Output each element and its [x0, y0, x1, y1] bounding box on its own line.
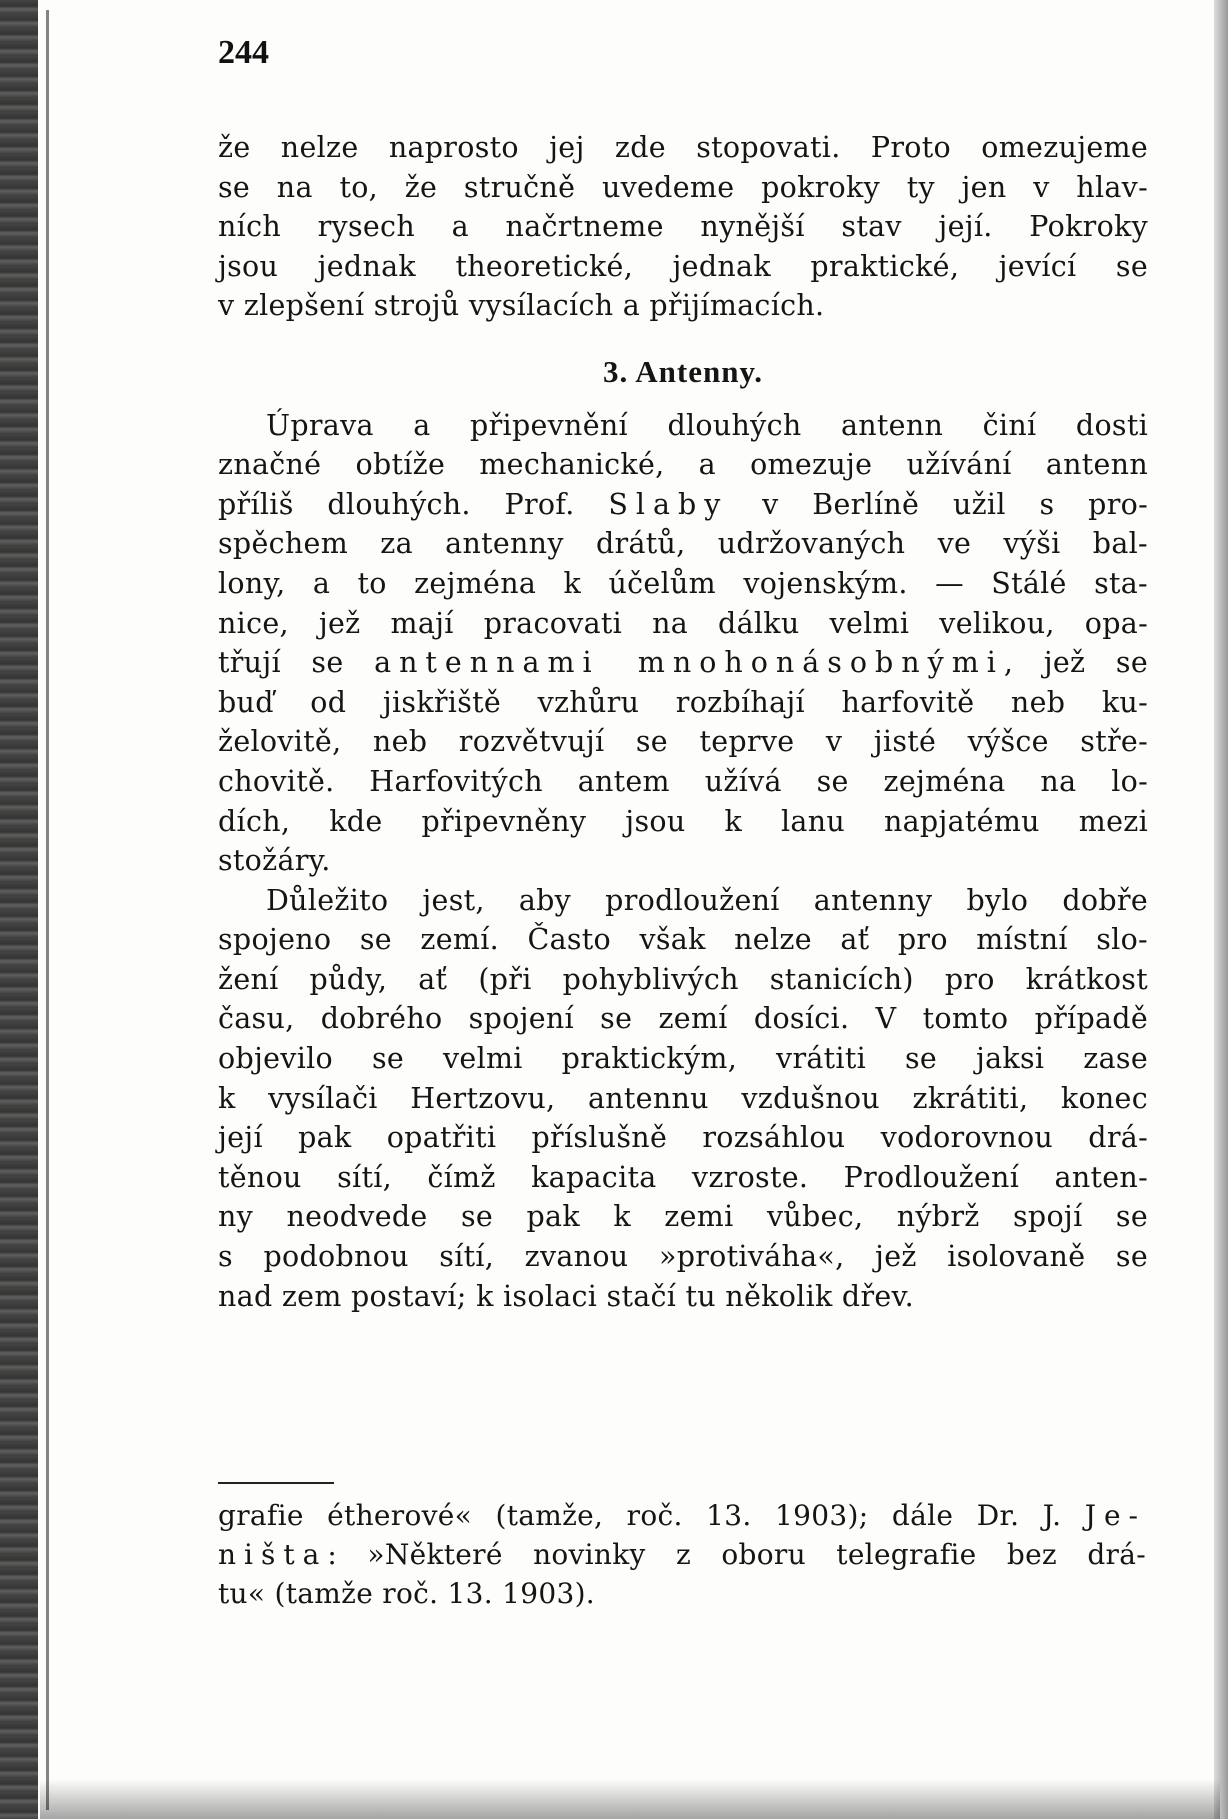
footnote-line — [218, 1496, 1146, 1535]
paragraph-line: spojeno se zemí. Často však nelze ať pro místní slo- — [218, 923, 1148, 957]
paragraph-line: času, dobrého spojení se zemí dosíci. V tomto případě — [218, 1002, 1148, 1036]
paragraph-line: k vysílači Hertzovu, antennu vzdušnou zkrátiti, konec — [218, 1081, 1148, 1115]
intro-line: že nelze naprosto jej zde stopovati. Proto omezujeme — [218, 131, 1148, 164]
book-spine-edge — [0, 0, 38, 1819]
line-text: třují se — [218, 646, 344, 680]
author-name-spaced: Slaby — [608, 487, 729, 521]
paragraph-line — [218, 485, 1148, 525]
intro-line: se na to, že stručně uvedeme pokroky ty jen v hlav- — [218, 170, 1148, 204]
line-text: v Berlíně užil s pro- — [762, 487, 1149, 521]
paragraph-line: želovitě, neb rozvětvují se teprve v jisté výšce stře- — [218, 725, 1148, 759]
page-number: 244 — [218, 34, 269, 71]
paragraph-line: spěchem za antenny drátů, udržovaných ve výši bal- — [218, 527, 1148, 561]
paragraph-line: lony, a to zejména k účelům vojenským. — Stálé sta- — [218, 566, 1148, 600]
paragraph-line: značné obtíže mechanické, a omezuje užívání antenn — [218, 448, 1148, 482]
line-text: , jež se — [1003, 646, 1149, 680]
footnote-divider — [218, 1482, 334, 1484]
author-name-spaced: Je- — [1084, 1499, 1147, 1532]
footnote-line: tu« (tamže roč. 13. 1903). — [218, 1577, 595, 1610]
line-text: grafie étherové« (tamže, roč. 13. 1903); dále Dr. J. — [218, 1499, 1062, 1532]
intro-line: v zlepšení strojů vysílacích a přijímacích. — [218, 289, 825, 323]
emphasis-spaced: antennami mnohonásobnými — [374, 646, 1004, 680]
paragraph-line: nad zem postaví; k isolaci stačí tu několik dřev. — [218, 1279, 914, 1313]
paragraph-line: chovitě. Harfovitých antem užívá se zejména na lo- — [218, 764, 1148, 798]
paragraph-line: těnou sítí, čímž kapacita vzroste. Prodloužení anten- — [218, 1160, 1148, 1194]
paragraph-line: žení půdy, ať (při pohyblivých stanicích) pro krátkost — [218, 962, 1148, 996]
page-right-edge — [1214, 0, 1228, 1819]
line-text: příliš dlouhých. Prof. — [218, 487, 575, 521]
paragraph-line: buď od jiskřiště vzhůru rozbíhají harfovitě neb ku- — [218, 685, 1148, 719]
page-bottom-shadow — [40, 1779, 1220, 1819]
intro-line: jsou jednak theoretické, jednak praktické, jevící se — [218, 249, 1148, 283]
paragraph-line: stožáry. — [218, 844, 331, 878]
author-name-spaced: ništa — [218, 1538, 328, 1571]
paragraph-line: Důležito jest, aby prodloužení antenny bylo dobře — [266, 883, 1148, 917]
intro-line: ních rysech a načrtneme nynější stav její. Pokroky — [218, 210, 1148, 244]
section-heading: 3. Antenny. — [602, 353, 764, 389]
paragraph-line: ny neodvede se pak k zemi vůbec, nýbrž spojí se — [218, 1200, 1148, 1234]
footnote — [218, 1496, 1146, 1613]
body-text — [218, 128, 1148, 1316]
footnote-line — [218, 1535, 1146, 1574]
paragraph-line: dích, kde připevněny jsou k lanu napjatému mezi — [218, 804, 1148, 838]
paragraph-line: její pak opatřiti příslušně rozsáhlou vodorovnou drá- — [218, 1121, 1148, 1155]
paragraph-line: s podobnou sítí, zvanou »protiváha«, jež isolovaně se — [218, 1240, 1148, 1274]
paragraph-line: nice, jež mají pracovati na dálku velmi velikou, opa- — [218, 606, 1148, 640]
paragraph-line: Úprava a připevnění dlouhých antenn činí dosti — [266, 408, 1148, 442]
paragraph-line: objevilo se velmi praktickým, vrátiti se jaksi zase — [218, 1042, 1148, 1076]
page-fold-line — [46, 10, 49, 1810]
paragraph-line — [218, 643, 1148, 683]
line-text: : »Některé novinky z oboru telegrafie bez drá- — [327, 1538, 1146, 1571]
